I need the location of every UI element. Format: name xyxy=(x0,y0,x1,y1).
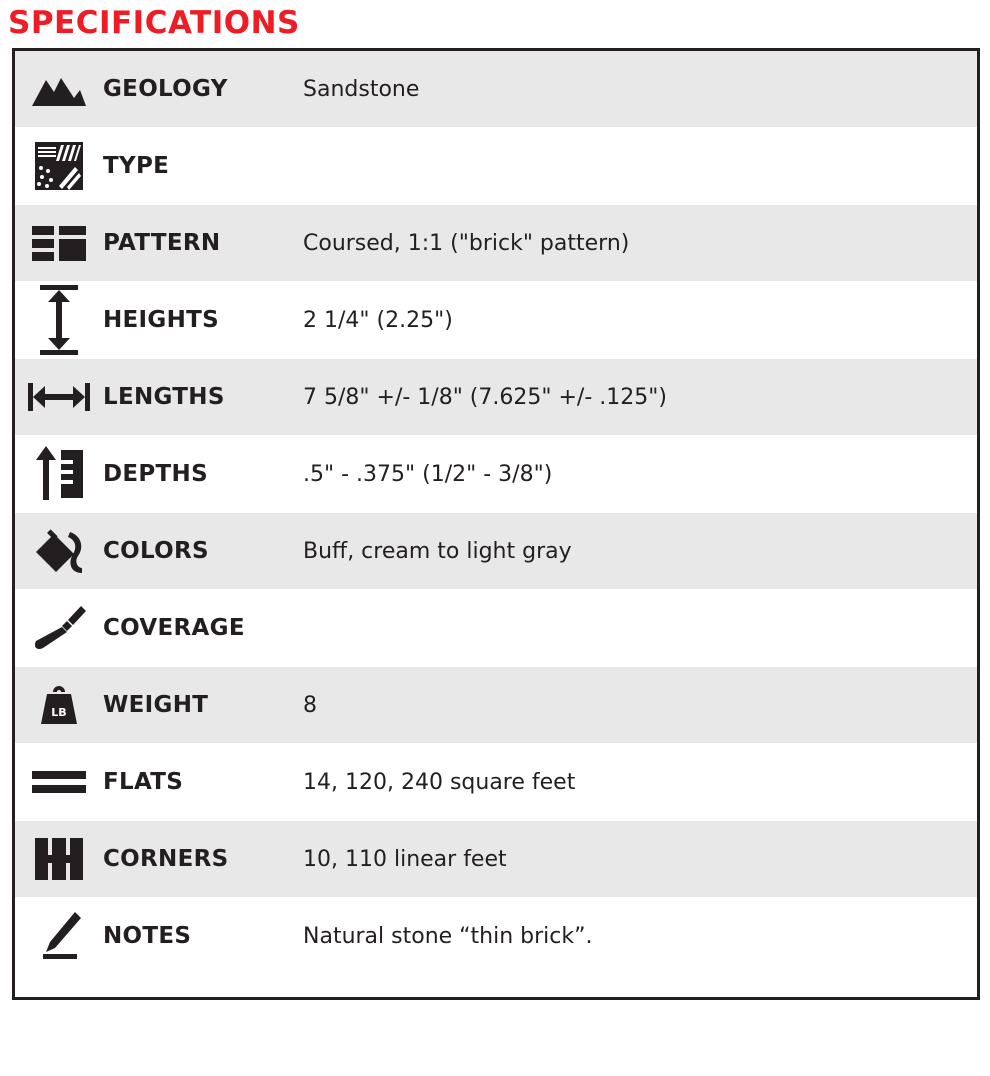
table-row xyxy=(15,667,977,744)
row-value: Natural stone “thin brick”. xyxy=(303,923,593,949)
table-row xyxy=(15,590,977,667)
paint-bucket-icon xyxy=(15,513,103,589)
height-arrow-icon xyxy=(15,282,103,358)
row-label: WEIGHT xyxy=(103,692,209,719)
row-label: GEOLOGY xyxy=(103,76,228,103)
stone-type-icon xyxy=(15,128,103,204)
brick-pattern-icon xyxy=(15,205,103,281)
row-value: 14, 120, 240 square feet xyxy=(303,769,576,795)
row-value xyxy=(303,590,977,666)
row-label: DEPTHS xyxy=(103,461,208,488)
row-label: NOTES xyxy=(103,923,192,950)
row-value: .5" - .375" (1/2" - 3/8") xyxy=(303,461,553,487)
row-label: CORNERS xyxy=(103,846,229,873)
table-bottom-padding xyxy=(15,975,977,997)
length-arrow-icon xyxy=(15,359,103,435)
weight-icon xyxy=(15,667,103,743)
specifications-page xyxy=(0,6,990,1076)
table-row xyxy=(15,898,977,975)
row-value: Coursed, 1:1 ("brick" pattern) xyxy=(303,230,630,256)
page-title: SPECIFICATIONS xyxy=(8,5,300,41)
table-row xyxy=(15,744,977,821)
row-value: Sandstone xyxy=(303,76,420,102)
row-label: FLATS xyxy=(103,769,184,796)
row-value: Buff, cream to light gray xyxy=(303,538,572,564)
row-value: 8 xyxy=(303,692,317,718)
table-row xyxy=(15,128,977,205)
row-label: PATTERN xyxy=(103,230,221,257)
corners-icon xyxy=(15,821,103,897)
pencil-icon xyxy=(15,898,103,974)
row-label: LENGTHS xyxy=(103,384,225,411)
row-label: COLORS xyxy=(103,538,209,565)
table-row xyxy=(15,51,977,128)
trowel-icon xyxy=(15,590,103,666)
table-row xyxy=(15,282,977,359)
table-row xyxy=(15,359,977,436)
row-value: 7 5/8" +/- 1/8" (7.625" +/- .125") xyxy=(303,384,667,410)
mountain-icon xyxy=(15,51,103,127)
row-label: HEIGHTS xyxy=(103,307,219,334)
row-value: 10, 110 linear feet xyxy=(303,846,507,872)
depth-ruler-icon xyxy=(15,436,103,512)
specifications-table xyxy=(12,48,980,1000)
table-row xyxy=(15,436,977,513)
svg-text:LB: LB xyxy=(51,706,67,720)
row-label: TYPE xyxy=(103,153,170,180)
table-row xyxy=(15,205,977,282)
row-value xyxy=(303,128,977,204)
table-row xyxy=(15,513,977,590)
table-row xyxy=(15,821,977,898)
flats-icon xyxy=(15,744,103,820)
row-value: 2 1/4" (2.25") xyxy=(303,307,453,333)
row-label: COVERAGE xyxy=(103,615,245,642)
